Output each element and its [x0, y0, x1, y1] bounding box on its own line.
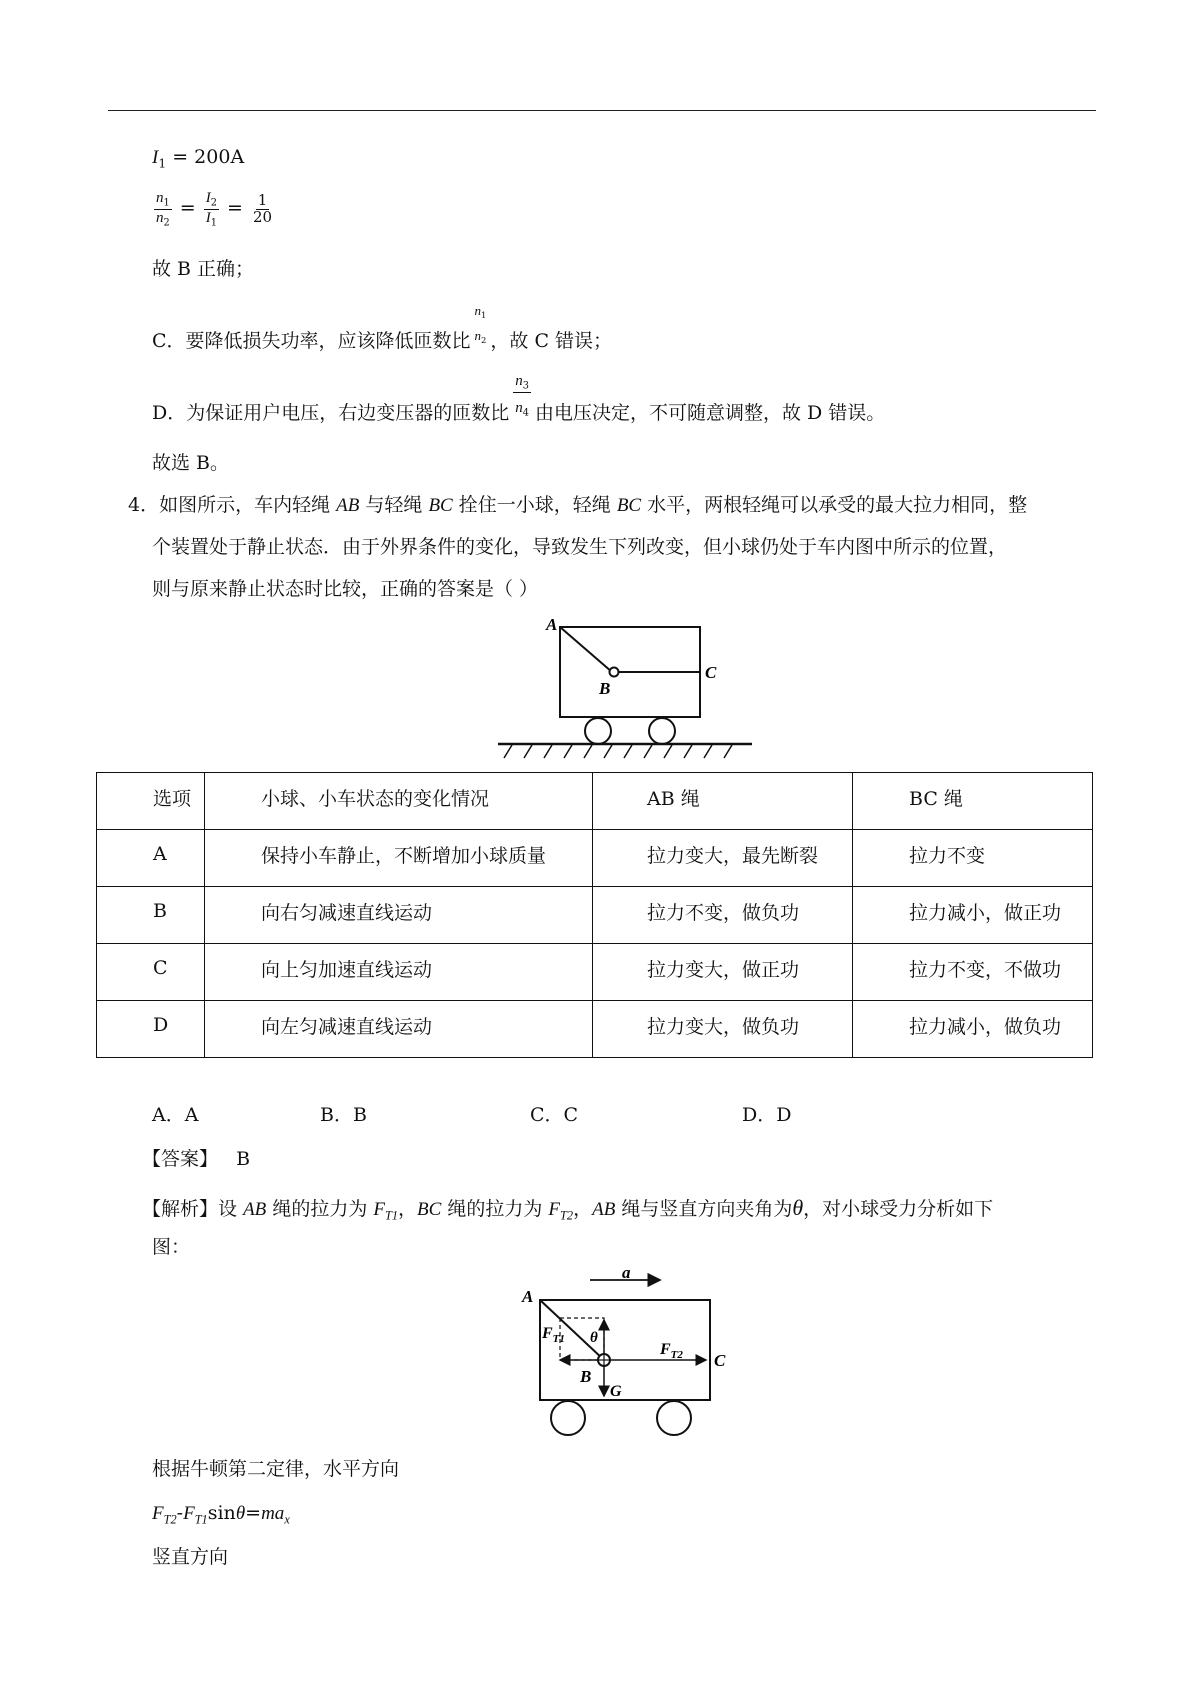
line-b-correct: 故 B 正确；: [152, 258, 255, 280]
analysis-line-2: 图：: [152, 1236, 191, 1258]
table-header-row: [97, 773, 1093, 830]
label-accel: a: [622, 1268, 631, 1282]
choice-a[interactable]: A．A: [152, 1104, 199, 1126]
answer-value: B: [236, 1148, 251, 1170]
table-cell: 选项: [97, 773, 205, 830]
label-g: G: [610, 1383, 622, 1400]
table-cell: C: [97, 944, 205, 1001]
label-ft2: $F_{T2}$: [660, 1341, 683, 1361]
options-table: [96, 772, 1093, 1058]
choice-b[interactable]: B．B: [320, 1104, 367, 1126]
newton-line: 根据牛顿第二定律，水平方向: [152, 1458, 400, 1480]
table-cell: 保持小车静止，不断增加小球质量: [205, 830, 593, 887]
table-row: [97, 944, 1093, 1001]
table-row: [97, 887, 1093, 944]
label-b-2: B: [580, 1367, 592, 1386]
line-select-b: 故选 B。: [152, 452, 230, 474]
table-cell: AB 绳: [593, 773, 853, 830]
wheel-right-2: [657, 1401, 691, 1435]
table-cell: 拉力变大，最先断裂: [593, 830, 853, 887]
table-row: [97, 1001, 1093, 1058]
answer-line: 【答案】 B: [142, 1148, 251, 1170]
equation-ratio: $\frac{n_1}{n_2}$ = $\frac{I_2}{I_1}$ = $\frac{1}{20}$: [156, 190, 273, 229]
table-cell: 小球、小车状态的变化情况: [205, 773, 593, 830]
choice-d[interactable]: D．D: [742, 1104, 792, 1126]
force-diagram: [520, 1268, 750, 1458]
label-c: C: [705, 663, 717, 682]
line-c-explanation: C．要降低损失功率，应该降低匝数比 $n_1$ $n_2$ ，故 C 错误；: [152, 303, 613, 352]
label-ft1: $F_{T1}$: [542, 1325, 565, 1345]
question-line-1: 4．如图所示，车内轻绳 AB 与轻绳 BC 拴住一小球，轻绳 BC 水平，两根轻绳可以承受的最大拉力相同，整: [128, 494, 1028, 516]
label-theta: θ: [590, 1330, 598, 1346]
cart-body-2: [540, 1300, 710, 1400]
analysis-line-1: 【解析】设 AB 绳的拉力为 $F_{T1}$，BC 绳的拉力为 $F_{T2}$，AB 绳与竖直方向夹角为θ，对小球受力分析如下: [142, 1195, 994, 1223]
table-cell: 拉力不变，不做功: [853, 944, 1093, 1001]
header-rule: [108, 110, 1096, 111]
question-line-2: 个装置处于静止状态．由于外界条件的变化，导致发生下列改变，但小球仍处于车内图中所示的位置，: [152, 536, 1008, 558]
equation-i1: $I_1 = 200A$: [152, 146, 245, 171]
table-cell: 拉力减小，做正功: [853, 887, 1093, 944]
wheel-left-2: [551, 1401, 585, 1435]
table-cell: BC 绳: [853, 773, 1093, 830]
wheel-right: [649, 718, 675, 744]
table-cell: 向右匀减速直线运动: [205, 887, 593, 944]
question-line-3: 则与原来静止状态时比较，正确的答案是（ ）: [152, 578, 539, 600]
ball: [610, 668, 619, 677]
label-a-2: A: [522, 1287, 534, 1306]
table-cell: 向上匀加速直线运动: [205, 944, 593, 1001]
choice-c[interactable]: C．C: [530, 1104, 579, 1126]
table-cell: 拉力减小，做负功: [853, 1001, 1093, 1058]
table-cell: 拉力不变，做负功: [593, 887, 853, 944]
vertical-line: 竖直方向: [152, 1546, 229, 1568]
label-c-2: C: [714, 1351, 726, 1370]
ground-hatching: [504, 745, 732, 758]
table-cell: 拉力变大，做负功: [593, 1001, 853, 1058]
wheel-left: [585, 718, 611, 744]
label-b: B: [599, 679, 611, 698]
table-cell: 拉力变大，做正功: [593, 944, 853, 1001]
horizontal-equation: $F_{T2}-F_{T1}\sin\theta=ma_x$: [152, 1502, 290, 1527]
table-cell: 拉力不变: [853, 830, 1093, 887]
table-cell: B: [97, 887, 205, 944]
label-a: A: [546, 615, 558, 634]
line-d-explanation: D．为保证用户电压，右边变压器的匝数比 $n_3$ $n_4$ 由电压决定，不可随意调整，故 D 错误。: [152, 373, 886, 425]
cart-diagram: [490, 612, 760, 762]
table-cell: D: [97, 1001, 205, 1058]
table-cell: 向左匀减速直线运动: [205, 1001, 593, 1058]
rope-ab: [560, 627, 612, 672]
table-cell: A: [97, 830, 205, 887]
table-row: [97, 830, 1093, 887]
